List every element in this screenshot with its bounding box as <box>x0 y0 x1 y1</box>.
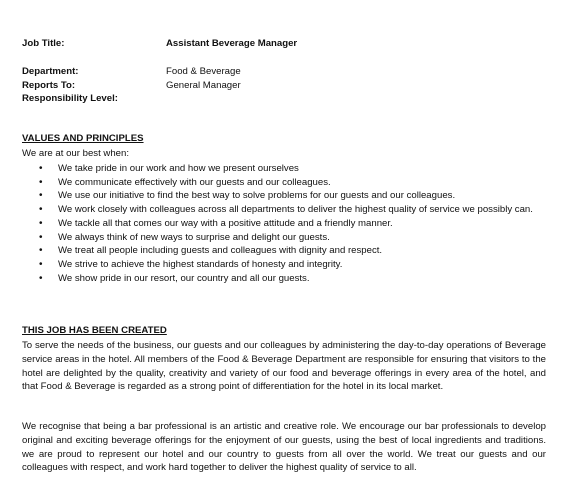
list-item: • We use our initiative to find the best way to solve problems for our guests and our colleagues. <box>22 189 546 203</box>
list-item: • We take pride in our work and how we present ourselves <box>22 162 546 176</box>
list-item: • We tackle all that comes our way with a positive attitude and a friendly manner. <box>22 217 546 231</box>
values-intro: We are at our best when: <box>22 148 130 159</box>
values-heading: VALUES AND PRINCIPLES <box>22 133 144 144</box>
reports-to-value: General Manager <box>166 80 241 91</box>
job-title-label: Job Title: <box>22 38 65 49</box>
list-item: • We communicate effectively with our guests and our colleagues. <box>22 176 546 190</box>
job-created-paragraph-2: We recognise that being a bar professional is an artistic and creative role. We encourage our bar professionals to develop original and exciting beverage offerings for the enjoyment of our guests, using the best of local ingredients and traditions. we are proud to represent our hotel and our country to guests from all over the world. We treat our guests and our colleagues with respect, and work hard together to deliver the highest quality of service to all. <box>22 421 546 474</box>
list-item: • We work closely with colleagues across all departments to deliver the highest quality of service we possibly can. <box>22 203 546 217</box>
reports-to-label: Reports To: <box>22 80 76 91</box>
list-item: • We show pride in our resort, our country and all our guests. <box>22 272 546 286</box>
list-item: • We strive to achieve the highest standards of honesty and integrity. <box>22 258 546 272</box>
list-item: • We always think of new ways to surprise and delight our guests. <box>22 231 546 245</box>
department-value: Food & Beverage <box>166 66 241 77</box>
job-created-paragraph-1: To serve the needs of the business, our guests and our colleagues by administering the day-to-day operations of Beverage service areas in the hotel. All members of the Food & Beverage Department are responsible for ensuring that visitors to the hotel are delighted by the quality, creativity and variety of our food and beverage offerings in every area of the hotel, and that Food & Beverage is regarded as a strong point of differentiation for the hotel in its local market. <box>22 340 546 393</box>
list-item: • We treat all people including guests and colleagues with dignity and respect. <box>22 244 546 258</box>
job-created-heading: THIS JOB HAS BEEN CREATED <box>22 325 167 336</box>
responsibility-level-label: Responsibility Level: <box>22 93 118 104</box>
job-title-value: Assistant Beverage Manager <box>166 38 298 49</box>
values-list <box>22 162 546 285</box>
department-label: Department: <box>22 66 79 77</box>
